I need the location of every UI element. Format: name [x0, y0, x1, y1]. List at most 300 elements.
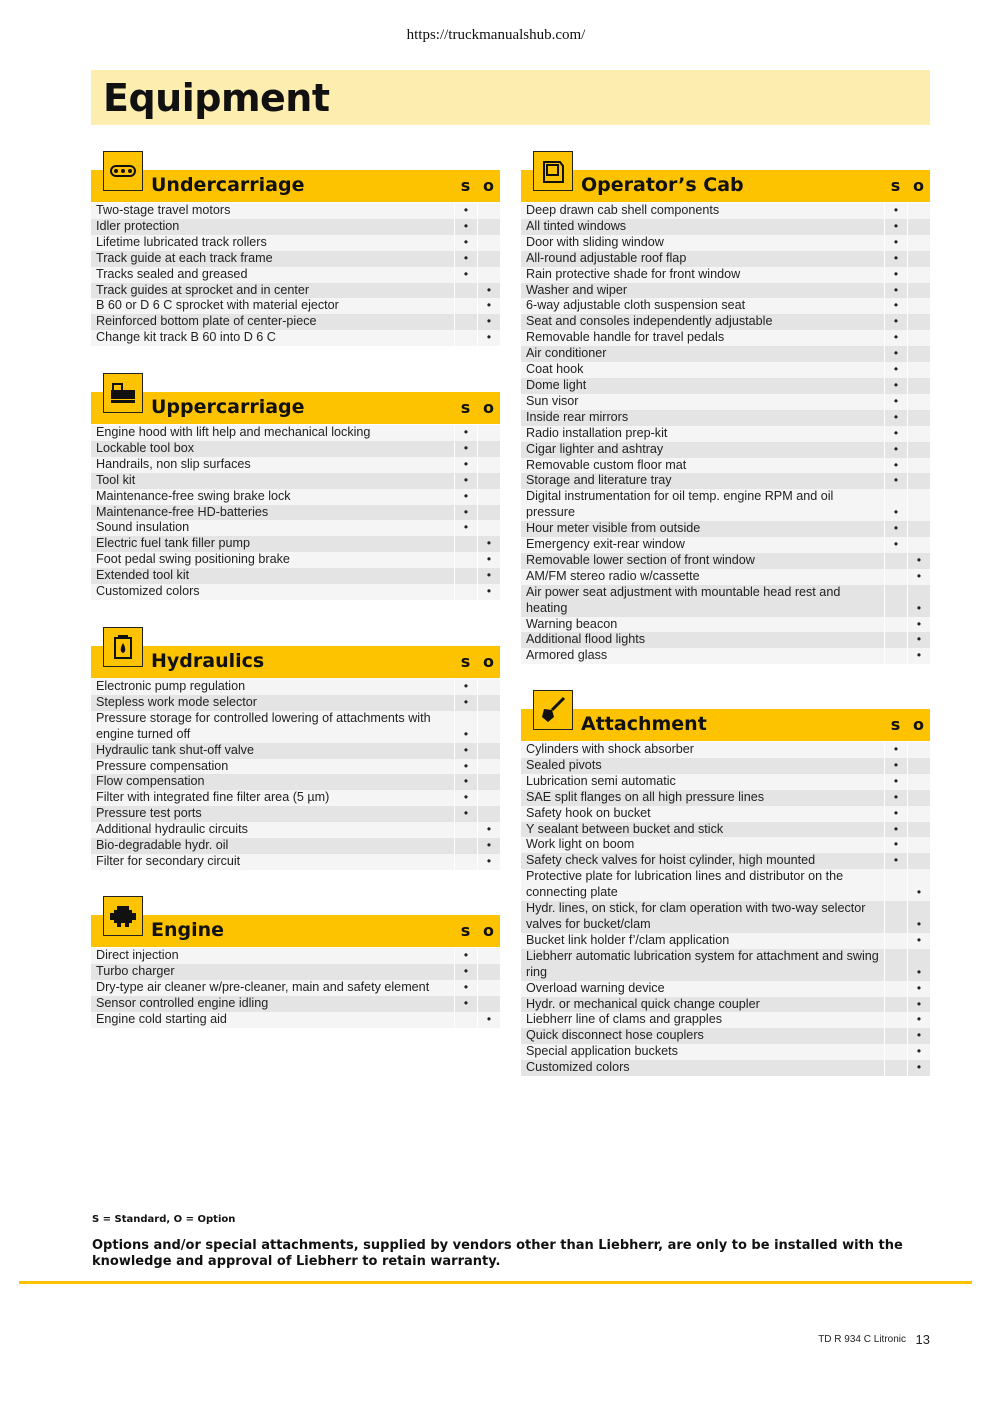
row-label: Storage and literature tray — [521, 473, 884, 489]
section-title: Operator’s Cab — [581, 174, 744, 196]
row-label: Seat and consoles independently adjustable — [521, 314, 884, 330]
option-mark — [907, 837, 930, 853]
standard-mark — [454, 298, 477, 314]
row-label: Emergency exit-rear window — [521, 537, 884, 553]
table-row — [521, 426, 930, 442]
standard-mark — [884, 1012, 907, 1028]
row-label: Deep drawn cab shell components — [521, 203, 884, 219]
table-row — [91, 536, 500, 552]
row-label: Maintenance-free swing brake lock — [91, 489, 454, 505]
table-row — [91, 267, 500, 283]
row-label: Engine cold starting aid — [91, 1012, 454, 1028]
option-mark: • — [907, 997, 930, 1013]
section-rows — [521, 203, 930, 664]
row-label: Hydraulic tank shut-off valve — [91, 743, 454, 759]
row-label: Washer and wiper — [521, 283, 884, 299]
standard-mark — [884, 1028, 907, 1044]
standard-mark: • — [454, 425, 477, 441]
table-row — [91, 822, 500, 838]
option-mark — [907, 853, 930, 869]
option-mark: • — [477, 536, 500, 552]
table-row — [91, 996, 500, 1012]
section-uppercarriage — [91, 392, 500, 600]
option-mark: • — [907, 553, 930, 569]
row-label: Sound insulation — [91, 520, 454, 536]
row-label: Customized colors — [91, 584, 454, 600]
option-mark — [907, 426, 930, 442]
standard-mark: • — [454, 679, 477, 695]
row-label: Bucket link holder f’/clam application — [521, 933, 884, 949]
option-mark — [907, 742, 930, 758]
table-row — [91, 711, 500, 743]
standard-mark: • — [884, 822, 907, 838]
option-mark — [907, 330, 930, 346]
standard-mark: • — [884, 346, 907, 362]
table-row — [521, 617, 930, 633]
section-title: Undercarriage — [151, 174, 305, 196]
row-label: Digital instrumentation for oil temp. engine RPM and oil pressure — [521, 489, 884, 521]
table-row — [91, 219, 500, 235]
table-row — [91, 759, 500, 775]
row-label: Work light on boom — [521, 837, 884, 853]
option-mark — [907, 203, 930, 219]
table-row — [521, 569, 930, 585]
table-row — [521, 997, 930, 1013]
section-header — [91, 392, 500, 424]
standard-mark — [884, 1060, 907, 1076]
option-mark: • — [907, 933, 930, 949]
standard-mark — [884, 632, 907, 648]
standard-column-header: s — [460, 652, 471, 671]
option-mark: • — [477, 552, 500, 568]
table-row — [91, 457, 500, 473]
standard-mark — [454, 1012, 477, 1028]
option-mark — [907, 298, 930, 314]
standard-mark — [454, 838, 477, 854]
table-row — [521, 521, 930, 537]
table-row — [521, 267, 930, 283]
table-row — [521, 235, 930, 251]
row-label: Filter with integrated fine filter area (5 µm) — [91, 790, 454, 806]
row-label: Removable handle for travel pedals — [521, 330, 884, 346]
source-url[interactable]: https://truckmanualshub.com/ — [406, 27, 586, 43]
row-label: Reinforced bottom plate of center-piece — [91, 314, 454, 330]
standard-mark: • — [884, 537, 907, 553]
row-label: Hydr. or mechanical quick change coupler — [521, 997, 884, 1013]
table-row — [91, 854, 500, 870]
table-row — [91, 1012, 500, 1028]
option-mark: • — [907, 1012, 930, 1028]
page-title-band — [91, 70, 930, 125]
option-column-header: o — [483, 921, 494, 940]
standard-mark: • — [454, 948, 477, 964]
row-label: Coat hook — [521, 362, 884, 378]
option-column-header: o — [483, 398, 494, 417]
table-row — [521, 330, 930, 346]
table-row — [521, 489, 930, 521]
standard-mark: • — [454, 489, 477, 505]
option-mark — [477, 425, 500, 441]
section-title: Hydraulics — [151, 650, 265, 672]
option-mark — [907, 219, 930, 235]
section-title: Attachment — [581, 713, 707, 735]
option-mark — [907, 473, 930, 489]
table-row — [521, 742, 930, 758]
option-mark — [477, 759, 500, 775]
row-label: Rain protective shade for front window — [521, 267, 884, 283]
section-header — [521, 170, 930, 202]
row-label: Overload warning device — [521, 981, 884, 997]
table-row — [91, 473, 500, 489]
row-label: Pressure test ports — [91, 806, 454, 822]
standard-mark: • — [884, 458, 907, 474]
option-mark — [477, 743, 500, 759]
table-row — [91, 298, 500, 314]
option-mark: • — [907, 648, 930, 664]
table-row — [521, 298, 930, 314]
option-mark — [477, 964, 500, 980]
option-mark: • — [907, 981, 930, 997]
row-label: Track guides at sprocket and in center — [91, 283, 454, 299]
row-label: Two-stage travel motors — [91, 203, 454, 219]
option-mark: • — [907, 949, 930, 981]
standard-mark: • — [884, 426, 907, 442]
row-label: Pressure storage for controlled lowering of attachments with engine turned off — [91, 711, 454, 743]
section-header — [91, 646, 500, 678]
option-mark — [907, 806, 930, 822]
option-mark: • — [477, 584, 500, 600]
option-mark — [477, 441, 500, 457]
option-mark: • — [477, 568, 500, 584]
uppercarriage-icon — [103, 373, 143, 413]
row-label: All tinted windows — [521, 219, 884, 235]
row-label: Tracks sealed and greased — [91, 267, 454, 283]
row-label: Safety check valves for hoist cylinder, high mounted — [521, 853, 884, 869]
standard-column-header: s — [460, 921, 471, 940]
row-label: Cylinders with shock absorber — [521, 742, 884, 758]
table-row — [521, 1012, 930, 1028]
page-title: Equipment — [103, 76, 330, 120]
table-row — [91, 679, 500, 695]
row-label: Additional hydraulic circuits — [91, 822, 454, 838]
row-label: Electronic pump regulation — [91, 679, 454, 695]
row-label: Cigar lighter and ashtray — [521, 442, 884, 458]
table-row — [91, 790, 500, 806]
row-label: Radio installation prep-kit — [521, 426, 884, 442]
option-mark: • — [907, 869, 930, 901]
standard-mark — [454, 330, 477, 346]
engine-icon — [103, 896, 143, 936]
table-row — [521, 1028, 930, 1044]
standard-mark — [454, 314, 477, 330]
standard-mark: • — [454, 473, 477, 489]
table-row — [521, 251, 930, 267]
standard-mark: • — [884, 283, 907, 299]
standard-mark: • — [884, 203, 907, 219]
standard-mark — [454, 552, 477, 568]
option-column-header: o — [913, 715, 924, 734]
table-row — [521, 585, 930, 617]
row-label: Electric fuel tank filler pump — [91, 536, 454, 552]
option-mark — [477, 505, 500, 521]
option-mark — [477, 203, 500, 219]
option-mark: • — [907, 569, 930, 585]
option-mark — [477, 457, 500, 473]
standard-mark: • — [454, 759, 477, 775]
option-mark — [907, 790, 930, 806]
standard-mark — [884, 949, 907, 981]
standard-mark: • — [884, 853, 907, 869]
table-row — [91, 743, 500, 759]
table-row — [521, 410, 930, 426]
table-row — [91, 330, 500, 346]
standard-mark: • — [884, 330, 907, 346]
standard-mark: • — [884, 489, 907, 521]
standard-mark: • — [884, 235, 907, 251]
table-row — [521, 758, 930, 774]
option-mark — [477, 489, 500, 505]
table-row — [521, 806, 930, 822]
option-mark — [477, 219, 500, 235]
table-row — [521, 901, 930, 933]
standard-mark: • — [884, 837, 907, 853]
standard-mark: • — [454, 267, 477, 283]
row-label: Hydr. lines, on stick, for clam operation with two-way selector valves for bucket/clam — [521, 901, 884, 933]
standard-mark — [884, 1044, 907, 1060]
standard-mark: • — [454, 996, 477, 1012]
row-label: Idler protection — [91, 219, 454, 235]
row-label: Bio-degradable hydr. oil — [91, 838, 454, 854]
standard-mark — [884, 553, 907, 569]
table-row — [521, 853, 930, 869]
standard-mark: • — [454, 251, 477, 267]
footer-rule — [19, 1281, 972, 1284]
standard-column-header: s — [460, 176, 471, 195]
standard-mark — [454, 283, 477, 299]
table-row — [91, 695, 500, 711]
standard-mark: • — [454, 980, 477, 996]
option-mark: • — [477, 298, 500, 314]
table-row — [521, 869, 930, 901]
standard-mark: • — [454, 964, 477, 980]
standard-mark: • — [884, 251, 907, 267]
table-row — [521, 822, 930, 838]
row-label: Dry-type air cleaner w/pre-cleaner, main and safety element — [91, 980, 454, 996]
standard-mark — [884, 869, 907, 901]
standard-mark: • — [884, 758, 907, 774]
bucket-arm-icon — [533, 690, 573, 730]
standard-mark: • — [884, 774, 907, 790]
option-mark — [907, 394, 930, 410]
row-label: Removable lower section of front window — [521, 553, 884, 569]
standard-mark: • — [454, 203, 477, 219]
option-mark — [477, 695, 500, 711]
table-row — [91, 584, 500, 600]
table-row — [91, 552, 500, 568]
row-label: Lubrication semi automatic — [521, 774, 884, 790]
standard-mark: • — [454, 695, 477, 711]
option-mark — [477, 473, 500, 489]
standard-mark — [884, 933, 907, 949]
standard-mark: • — [454, 441, 477, 457]
option-mark — [907, 235, 930, 251]
standard-mark: • — [884, 314, 907, 330]
table-row — [91, 948, 500, 964]
table-row — [91, 774, 500, 790]
table-row — [521, 1060, 930, 1076]
table-row — [521, 442, 930, 458]
track-icon — [103, 151, 143, 191]
row-label: Special application buckets — [521, 1044, 884, 1060]
table-row — [521, 346, 930, 362]
standard-mark: • — [884, 442, 907, 458]
standard-mark: • — [454, 774, 477, 790]
table-row — [521, 394, 930, 410]
option-mark — [907, 458, 930, 474]
warranty-note: Options and/or special attachments, supplied by vendors other than Liebherr, are only to be installed with the knowledge and approval of Liebherr to retain warranty. — [92, 1238, 903, 1269]
table-row — [521, 790, 930, 806]
table-row — [521, 933, 930, 949]
row-label: Tool kit — [91, 473, 454, 489]
table-row — [521, 473, 930, 489]
standard-mark — [884, 648, 907, 664]
standard-mark — [884, 617, 907, 633]
table-row — [521, 837, 930, 853]
standard-mark — [884, 585, 907, 617]
standard-mark: • — [454, 806, 477, 822]
option-mark — [477, 948, 500, 964]
option-mark: • — [477, 822, 500, 838]
option-mark — [907, 822, 930, 838]
row-label: Direct injection — [91, 948, 454, 964]
row-label: Removable custom floor mat — [521, 458, 884, 474]
option-mark: • — [907, 632, 930, 648]
row-label: Filter for secondary circuit — [91, 854, 454, 870]
standard-mark: • — [454, 505, 477, 521]
standard-mark: • — [454, 235, 477, 251]
row-label: Additional flood lights — [521, 632, 884, 648]
row-label: Customized colors — [521, 1060, 884, 1076]
option-mark — [907, 410, 930, 426]
option-mark — [907, 314, 930, 330]
row-label: Door with sliding window — [521, 235, 884, 251]
standard-mark: • — [884, 267, 907, 283]
row-label: Lifetime lubricated track rollers — [91, 235, 454, 251]
legend: S = Standard, O = Option — [92, 1214, 236, 1225]
table-row — [521, 537, 930, 553]
option-mark: • — [477, 854, 500, 870]
table-row — [91, 806, 500, 822]
option-mark: • — [907, 1028, 930, 1044]
standard-mark: • — [884, 410, 907, 426]
table-row — [521, 219, 930, 235]
standard-mark: • — [884, 473, 907, 489]
table-row — [91, 283, 500, 299]
option-mark: • — [477, 838, 500, 854]
section-undercarriage — [91, 170, 500, 346]
standard-column-header: s — [460, 398, 471, 417]
standard-mark — [884, 569, 907, 585]
row-label: Sealed pivots — [521, 758, 884, 774]
option-mark: • — [907, 617, 930, 633]
row-label: Liebherr line of clams and grapples — [521, 1012, 884, 1028]
section-attachment — [521, 709, 930, 1076]
row-label: Foot pedal swing positioning brake — [91, 552, 454, 568]
standard-mark: • — [884, 742, 907, 758]
standard-mark — [454, 536, 477, 552]
table-row — [91, 568, 500, 584]
standard-mark: • — [454, 790, 477, 806]
standard-mark — [454, 584, 477, 600]
option-mark — [477, 251, 500, 267]
option-mark — [477, 235, 500, 251]
table-row — [91, 441, 500, 457]
standard-mark: • — [884, 298, 907, 314]
table-row — [91, 964, 500, 980]
option-mark — [477, 806, 500, 822]
section-header — [91, 915, 500, 947]
option-mark: • — [477, 330, 500, 346]
table-row — [91, 251, 500, 267]
table-row — [91, 235, 500, 251]
section-title: Engine — [151, 919, 225, 941]
section-header — [91, 170, 500, 202]
row-label: SAE split flanges on all high pressure lines — [521, 790, 884, 806]
option-mark — [907, 346, 930, 362]
row-label: Pressure compensation — [91, 759, 454, 775]
row-label: Track guide at each track frame — [91, 251, 454, 267]
cab-icon — [533, 151, 573, 191]
row-label: Protective plate for lubrication lines and distributor on the connecting plate — [521, 869, 884, 901]
table-row — [521, 203, 930, 219]
option-mark: • — [477, 1012, 500, 1028]
option-mark — [907, 774, 930, 790]
section-title: Uppercarriage — [151, 396, 305, 418]
standard-mark — [884, 981, 907, 997]
table-row — [521, 314, 930, 330]
option-mark — [907, 251, 930, 267]
section-rows — [91, 425, 500, 600]
option-mark — [477, 711, 500, 743]
option-mark — [477, 996, 500, 1012]
table-row — [91, 520, 500, 536]
table-row — [91, 203, 500, 219]
option-mark — [477, 679, 500, 695]
table-row — [91, 489, 500, 505]
standard-column-header: s — [890, 715, 901, 734]
standard-mark: • — [884, 806, 907, 822]
row-label: Lockable tool box — [91, 441, 454, 457]
row-label: Extended tool kit — [91, 568, 454, 584]
option-mark — [907, 378, 930, 394]
option-mark — [477, 774, 500, 790]
option-mark — [477, 267, 500, 283]
footer-model: TD R 934 C Litronic — [818, 1334, 906, 1345]
row-label: Sun visor — [521, 394, 884, 410]
standard-mark: • — [454, 219, 477, 235]
row-label: Maintenance-free HD-batteries — [91, 505, 454, 521]
standard-mark: • — [884, 378, 907, 394]
section-hydraulics — [91, 646, 500, 870]
table-row — [521, 774, 930, 790]
row-label: 6-way adjustable cloth suspension seat — [521, 298, 884, 314]
table-row — [521, 362, 930, 378]
option-mark: • — [907, 901, 930, 933]
row-label: Stepless work mode selector — [91, 695, 454, 711]
table-row — [521, 378, 930, 394]
row-label: Y sealant between bucket and stick — [521, 822, 884, 838]
row-label: Engine hood with lift help and mechanical locking — [91, 425, 454, 441]
